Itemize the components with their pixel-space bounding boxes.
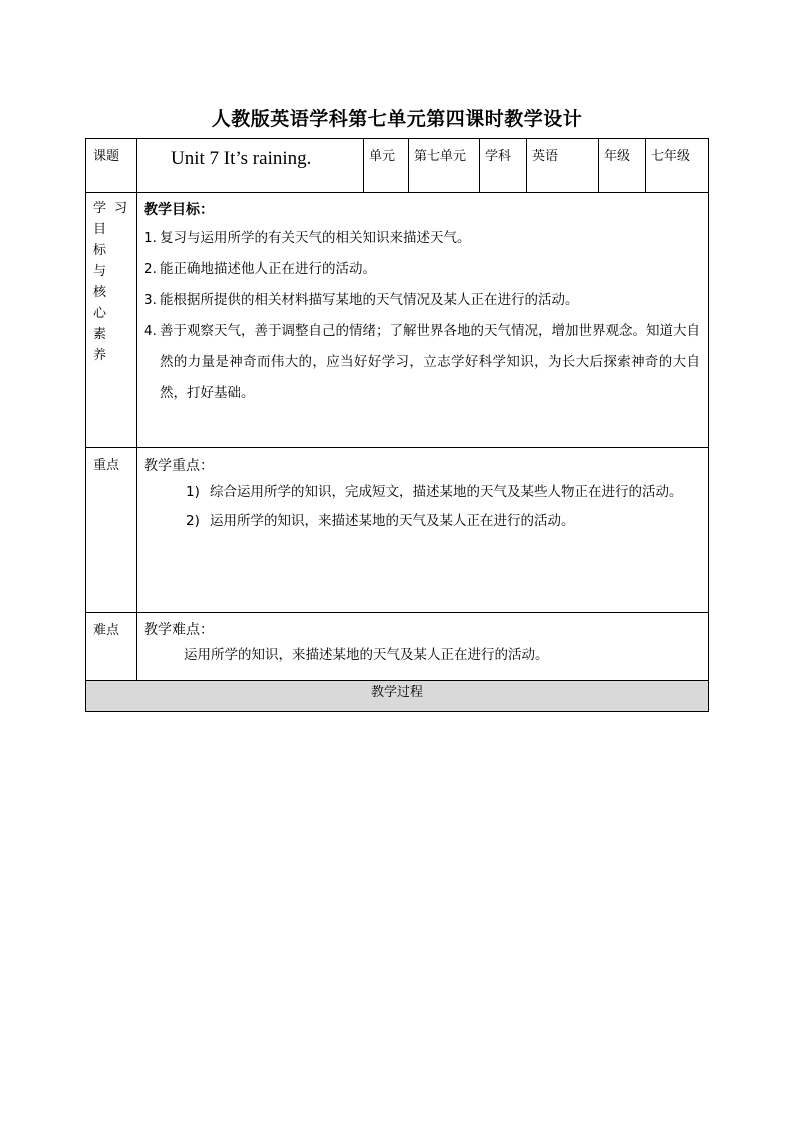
goals-label-line: 目 标 <box>93 222 115 258</box>
goals-label-line: 与 核 <box>93 264 115 300</box>
goals-content <box>137 193 709 448</box>
goal-number: 2. <box>144 261 157 277</box>
goal-text: 善于观察天气，善于调整自己的情绪；了解世界各地的天气情况，增加世界观念。知道大自然的力量是神奇而伟大的，应当好好学习，立志学好科学知识，为长大后探索神奇的大自然，打好基础。 <box>160 323 700 401</box>
header-row <box>86 139 709 193</box>
unit-name: Unit 7 It’s raining. <box>137 139 364 193</box>
process-row <box>86 681 709 712</box>
key-points-content <box>137 448 709 613</box>
process-header: 教学过程 <box>86 681 709 712</box>
goals-label-line: 养 <box>93 348 115 363</box>
key-point-text: 综合运用所学的知识，完成短文，描述某地的天气及某些人物正在进行的活动。 <box>210 484 683 500</box>
subject-label: 学科 <box>480 139 527 193</box>
goal-item <box>144 254 700 285</box>
difficulties-heading: 教学难点： <box>144 622 214 638</box>
unit-label: 单元 <box>364 139 409 193</box>
difficulties-row <box>86 613 709 681</box>
key-point-item <box>144 507 700 536</box>
goal-text: 能根据所提供的相关材料描写某地的天气情况及某人正在进行的活动。 <box>160 292 579 308</box>
grade-value: 七年级 <box>646 139 709 193</box>
goals-row <box>86 193 709 448</box>
topic-label: 课题 <box>86 139 137 193</box>
difficulties-label: 难点 <box>86 613 137 681</box>
goal-number: 3. <box>144 292 157 308</box>
goal-item <box>144 223 700 254</box>
goal-text: 复习与运用所学的有关天气的相关知识来描述天气。 <box>160 230 471 246</box>
difficulties-text: 运用所学的知识，来描述某地的天气及某人正在进行的活动。 <box>184 647 549 663</box>
goal-number: 4. <box>144 323 157 339</box>
key-points-heading: 教学重点： <box>144 458 214 474</box>
subject-value: 英语 <box>527 139 599 193</box>
document-title: 人教版英语学科第七单元第四课时教学设计 <box>211 108 583 130</box>
key-points-label: 重点 <box>86 448 137 613</box>
goal-item <box>144 316 700 409</box>
goals-heading: 教学目标： <box>144 202 214 218</box>
grade-label: 年级 <box>599 139 646 193</box>
key-point-number: 1) <box>186 484 200 500</box>
unit-value: 第七单元 <box>409 139 480 193</box>
goal-text: 能正确地描述他人正在进行的活动。 <box>160 261 376 277</box>
difficulties-content <box>137 613 709 681</box>
key-point-item <box>144 478 700 507</box>
key-point-text: 运用所学的知识，来描述某地的天气及某人正在进行的活动。 <box>210 513 575 529</box>
goals-label <box>86 193 137 448</box>
goals-label-line: 心 素 <box>93 306 115 342</box>
lesson-plan-table <box>85 138 709 712</box>
goal-number: 1. <box>144 230 157 246</box>
key-points-row <box>86 448 709 613</box>
goal-item <box>144 285 700 316</box>
key-point-number: 2) <box>186 513 200 529</box>
goals-label-line: 学习 <box>93 201 136 216</box>
